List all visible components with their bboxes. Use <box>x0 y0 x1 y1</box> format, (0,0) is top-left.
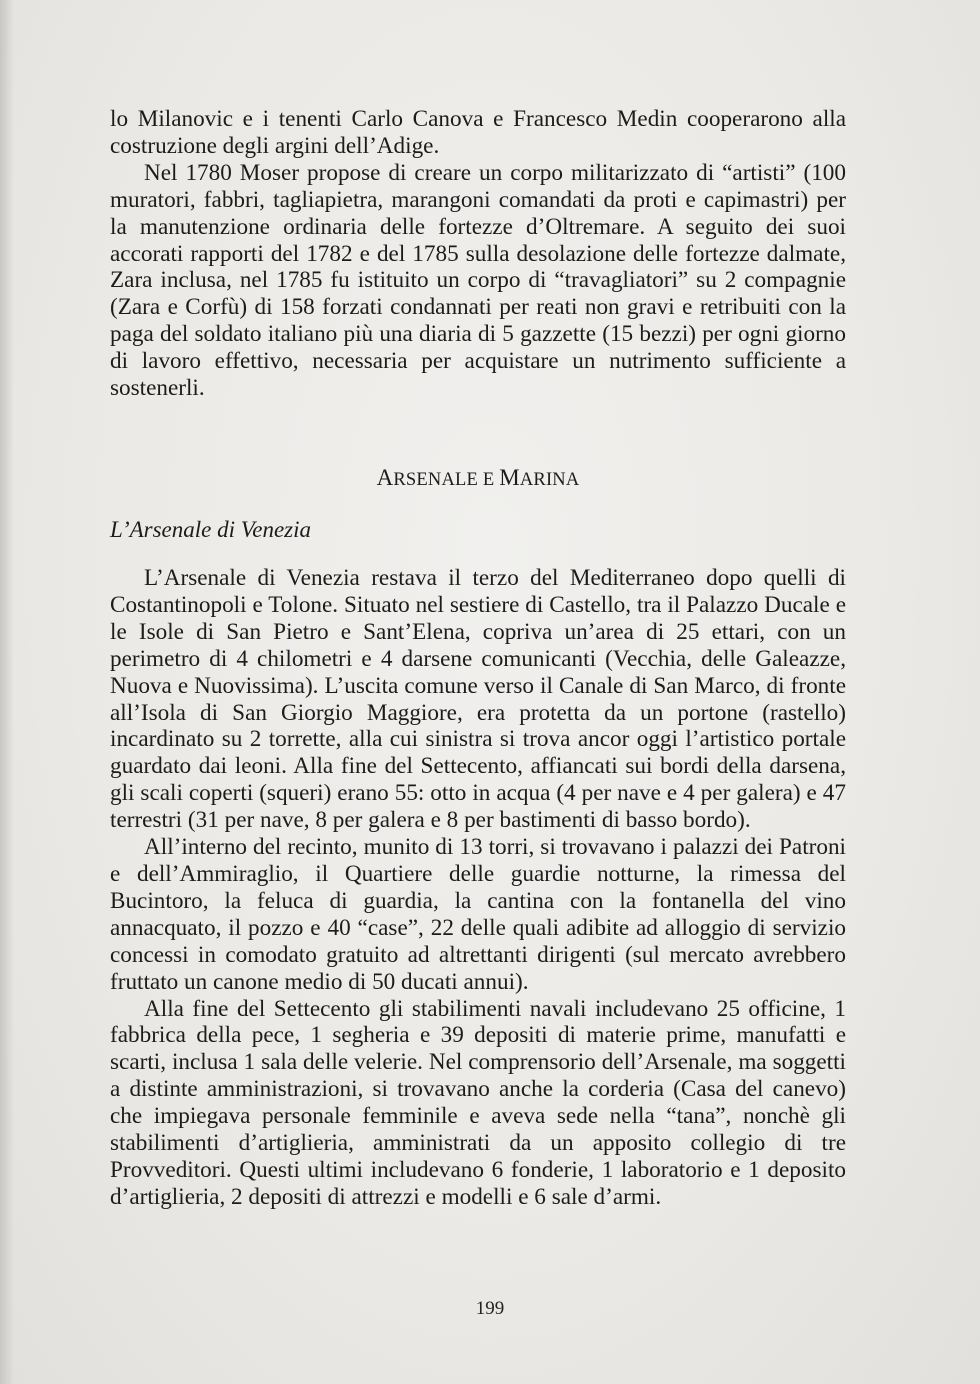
arsenale-paragraph-1: L’Arsenale di Venezia restava il terzo del Mediterraneo dopo quelli di Costantinopoli e Tolone. Situato nel sestiere di Castello, tra il Palazzo Ducale e le Isole di San Pietro e Sant’Elena, copriva un’area di 25 ettari, con un perimetro di 4 chilometri e 4 darsene comunicanti (Vecchia, delle Galeazze, Nuova e Nuovissima). L’uscita comune verso il Canale di San Marco, di fronte all’Isola di San Giorgio Maggiore, era protetta da un portone (rastello) incardinato su 2 torrette, alla cui sinistra si trova ancor oggi l’artistico portale guardato dai leoni. Alla fine del Settecento, affiancati sui bordi della darsena, gli scali coperti (squeri) erano 55: otto in acqua (4 per nave e 4 per galera) e 47 terrestri (31 per nave, 8 per galera e 8 per bastimenti di basso bordo). <box>110 565 846 834</box>
arsenale-paragraph-2: All’interno del recinto, munito di 13 torri, si trovavano i palazzi dei Patroni e dell’Ammiraglio, il Quartiere delle guardie notturne, la rimessa del Bucintoro, la feluca di guardia, la cantina con la fontanella del vino annacquato, il pozzo e 40 “case”, 22 delle quali adibite ad alloggio di servizio concessi in comodato gratuito ad altrettanti dirigenti (sul mercato avrebbero fruttato un canone medio di 50 ducati annui). <box>110 834 846 995</box>
arsenale-paragraph-3: Alla fine del Settecento gli stabilimenti navali includevano 25 officine, 1 fabbrica della pece, 1 segheria e 39 depositi di materie prime, manufatti e scarti, inclusa 1 sala delle velerie. Nel comprensorio dell’Arsenale, ma soggetti a distinte amministrazioni, si trovavano anche la corderia (Casa del canevo) che impiegava personale femminile e aveva sede nella “tana”, nonchè gli stabilimenti d’artiglieria, amministrati da un apposito collegio di tre Provveditori. Questi ultimi includevano 6 fonderie, 1 laboratorio e 1 deposito d’artiglieria, 2 depositi di attrezzi e modelli e 6 sale d’armi. <box>110 995 846 1210</box>
section-title-a-cap: A <box>376 465 394 490</box>
body-text-top <box>110 106 846 402</box>
page-number: 199 <box>475 1298 505 1319</box>
continuation-paragraph: lo Milanovic e i tenenti Carlo Canova e Francesco Medin cooperarono alla costruzione degli argini dell’Adige. <box>110 106 846 159</box>
subsection-title: L’Arsenale di Venezia <box>110 517 312 542</box>
body-text-bottom <box>110 565 846 1211</box>
section-title-a-rest: RSENALE E <box>393 470 495 490</box>
section-title-b-rest: ARINA <box>519 470 580 490</box>
section-title <box>110 465 846 491</box>
moser-paragraph: Nel 1780 Moser propose di creare un corpo militarizzato di “artisti” (100 muratori, fabbri, tagliapietra, marangoni comandati da proti e capimastri) per la manutenzione ordinaria delle fortezze d’Oltremare. A seguito dei suoi accorati rapporti del 1782 e del 1785 sulla desolazione delle fortezze dalmate, Zara inclusa, nel 1785 fu istituito un corpo di “travagliatori” su 2 compagnie (Zara e Corfù) di 158 forzati condannati per reati non gravi e retribuiti con la paga del soldato italiano più una diaria di 5 gazzette (15 bezzi) per ogni giorno di lavoro effettivo, necessaria per acquistare un nutrimento sufficiente a sostenerli. <box>110 159 846 402</box>
page-edge-shadow <box>0 0 14 1384</box>
section-title-b-cap: M <box>499 465 520 490</box>
